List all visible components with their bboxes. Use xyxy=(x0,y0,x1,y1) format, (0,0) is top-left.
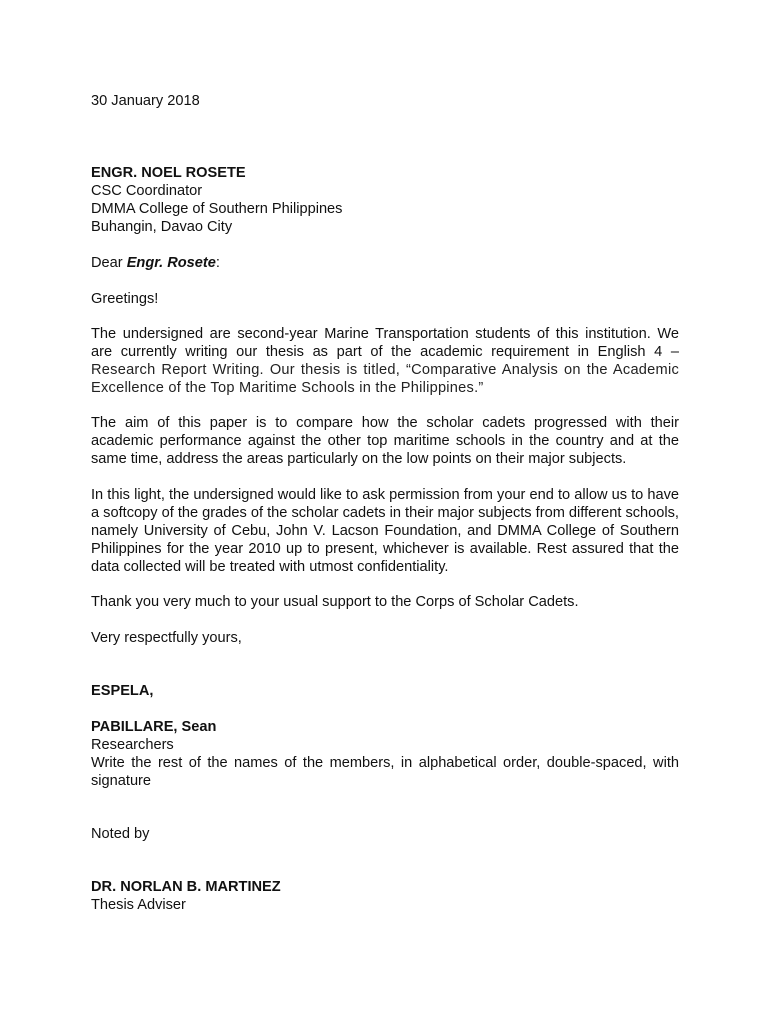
adviser-role: Thesis Adviser xyxy=(91,897,186,913)
salutation-suffix: : xyxy=(215,255,220,271)
paragraph-3: In this light, the undersigned would like to ask permission from your end to allow us to have a softcopy of the grades of the scholar cadets in their major subjects from different schools, namely University of Cebu, John V. Lacson Foundation, and DMMA College of Southern Philippines for the year 2010 up to present, whichever is available. Rest assured that the data collected will be treated with utmost confidentiality. xyxy=(91,487,679,575)
recipient-address: Buhangin, Davao City xyxy=(91,219,233,235)
adviser-name: DR. NORLAN B. MARTINEZ xyxy=(91,879,281,895)
salutation xyxy=(91,254,220,272)
signatory-instruction: Write the rest of the names of the members, in alphabetical order, double-spaced, with signature xyxy=(91,755,679,789)
recipient-name: ENGR. NOEL ROSETE xyxy=(91,165,246,181)
salutation-prefix: Dear xyxy=(91,255,127,271)
paragraph-1-line-3: Research Report Writing. Our thesis is titled, “Comparative Analysis on the Academic xyxy=(91,362,679,378)
closing-line: Very respectfully yours, xyxy=(91,630,242,646)
thanks-line: Thank you very much to your usual support to the Corps of Scholar Cadets. xyxy=(91,594,579,610)
paragraph-1-line-2: are currently writing our thesis as part of the academic requirement in English 4 – xyxy=(91,344,679,360)
letter-date: 30 January 2018 xyxy=(91,93,200,109)
salutation-name: Engr. Rosete xyxy=(126,255,216,271)
paragraph-1-line-1: The undersigned are second-year Marine Transportation students of this institution. We xyxy=(91,326,679,342)
greeting: Greetings! xyxy=(91,291,159,307)
noted-by-label: Noted by xyxy=(91,826,150,842)
recipient-institution: DMMA College of Southern Philippines xyxy=(91,201,343,217)
recipient-title: CSC Coordinator xyxy=(91,183,203,199)
paragraph-1-line-4: Excellence of the Top Maritime Schools in the Philippines.” xyxy=(91,380,484,396)
paragraph-2: The aim of this paper is to compare how the scholar cadets progressed with their academic performance against the other top maritime schools in the country and at the same time, address the areas particularly on the low points on their major subjects. xyxy=(91,415,679,467)
signatory-name-1: ESPELA, xyxy=(91,683,154,699)
signatory-name-2: PABILLARE, Sean xyxy=(91,719,217,735)
signatory-role: Researchers xyxy=(91,737,174,753)
